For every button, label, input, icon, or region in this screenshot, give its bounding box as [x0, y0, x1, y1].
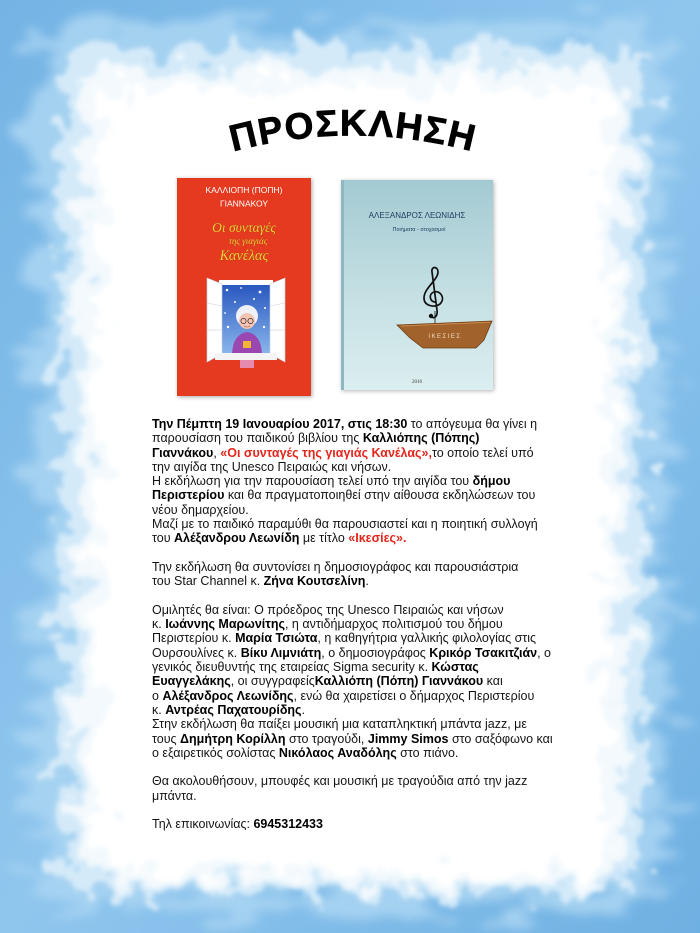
text-span: μπάντα. [152, 788, 197, 803]
text-line [152, 560, 622, 574]
text-span: γενικός διευθυντής της εταιρείας Sigma security κ. [152, 660, 432, 675]
bold-text: Ιωάννης Μαρωνίτης [165, 617, 285, 632]
highlighted-title-text: «Ικεσίες». [348, 531, 407, 546]
text-line [152, 660, 622, 674]
text-line [152, 617, 622, 631]
text-line [152, 689, 622, 703]
text-line [152, 531, 622, 545]
text-span: , η καθηγήτρια γαλλικής φιλολογίας στις [317, 631, 537, 646]
cover-title-line-3: Κανέλας [219, 248, 269, 264]
text-line [152, 503, 622, 517]
text-line [152, 817, 622, 831]
flower-pot [240, 360, 254, 368]
text-span: , ο δημοσιογράφος [321, 645, 430, 660]
text-span: του [152, 531, 175, 546]
bold-text: Νικόλαος Αναδόλης [278, 745, 397, 760]
bold-text: Καλλιόπη (Πόπη) Γιαννάκου [314, 674, 484, 689]
text-line [152, 474, 622, 488]
cover-subtitle: Ποιήματα - στοχασμοί [392, 227, 446, 233]
text-span: κ. [152, 617, 166, 632]
bold-text: δήμου [472, 474, 511, 489]
text-span: , ο [537, 645, 552, 660]
paragraph-speakers [152, 603, 622, 760]
text-span: Ομιλητές θα είναι: Ο πρόεδρος της Unesco Πειραιώς και νήσων [152, 602, 504, 617]
text-line [152, 703, 622, 717]
cover-author: ΑΛΕΞΑΝΔΡΟΣ ΛΕΩΝΙΔΗΣ [368, 211, 466, 220]
text-span: Θα ακολουθήσουν, μπουφές και μουσική με τραγούδια από την jazz [152, 774, 528, 789]
text-line [152, 417, 622, 431]
cover-title-line-1: Οι συνταγές [212, 220, 276, 235]
invitation-body [152, 417, 622, 846]
text-line [152, 460, 622, 474]
text-span: την αιγίδα της Unesco Πειραιώς και νήσων. [152, 459, 392, 474]
bold-text: Βίκυ Λιμνιάτη [240, 645, 322, 660]
text-span: τους [152, 731, 181, 746]
text-span: ο εξαιρετικός σολίστας [152, 745, 279, 760]
text-span: στο τραγούδι, [285, 731, 368, 746]
highlighted-title-text: «Οι συνταγές της γιαγιάς Κανέλας», [220, 445, 432, 460]
text-line [152, 774, 622, 788]
text-line [152, 789, 622, 803]
text-line [152, 517, 622, 531]
text-span: , ενώ θα χαιρετίσει ο δήμαρχος Περιστερίου [293, 688, 535, 703]
text-span: στο πιάνο. [396, 745, 459, 760]
bold-text: Αλέξανδρου Λεωνίδη [174, 531, 300, 546]
bold-text: Την Πέμπτη 19 Ιανουαρίου 2017, στις 18:30 [152, 417, 408, 431]
text-line [152, 488, 622, 502]
text-span: το οποίο τελεί υπό [431, 445, 534, 460]
text-span: ο [152, 688, 163, 703]
text-line [152, 674, 622, 688]
text-line [152, 746, 622, 760]
book-cover-poems [341, 180, 493, 390]
text-span: νέου δημαρχείου. [152, 502, 249, 517]
bold-text: Περιστερίου [152, 488, 225, 503]
text-span: Περιστερίου κ. [152, 631, 236, 646]
paragraph-moderator [152, 560, 622, 589]
text-span: Ουρσουλίνες κ. [152, 645, 241, 660]
text-span: Την εκδήλωση θα συντονίσει η δημοσιογράφος και παρουσιάστρια [152, 559, 519, 574]
bold-text: Αντρέας Παχατουρίδης [165, 702, 302, 717]
text-line [152, 603, 622, 617]
bold-text: Καλλιόπης (Πόπης) [362, 431, 480, 446]
window-top-frame [219, 280, 273, 285]
text-line [152, 431, 622, 445]
window-illustration [207, 278, 285, 368]
text-span: Στην εκδήλωση θα παίξει μουσική μια καταπληκτική μπάντα jazz, με [152, 717, 527, 732]
bold-text: Δημήτρη Κορίλλη [180, 731, 286, 746]
bold-text: Jimmy Simos [367, 731, 449, 746]
text-span: κ. [152, 702, 166, 717]
text-span: παρουσίαση του παιδικού βιβλίου της [152, 431, 363, 446]
text-span: , η αντιδήμαρχος πολιτισμού του δήμου [284, 617, 503, 632]
text-line [152, 574, 622, 588]
text-span: Η εκδήλωση για την παρουσίαση τελεί υπό την αιγίδα του [152, 474, 473, 489]
text-line [152, 446, 622, 460]
bold-text: 6945312433 [253, 817, 323, 832]
paragraph-reception [152, 774, 622, 803]
paragraph-intro [152, 417, 622, 546]
bold-text: Γιαννάκου [152, 445, 214, 460]
text-span: . [301, 702, 306, 717]
text-span: με τίτλο [299, 531, 349, 546]
left-shutter [207, 278, 222, 362]
bold-text: Μαρία Τσιώτα [235, 631, 318, 646]
bold-text: Ευαγγελάκης [152, 674, 231, 689]
paragraph-contact [152, 817, 622, 831]
text-span: Τηλ επικοινωνίας: [152, 817, 254, 832]
text-span: , [213, 445, 221, 460]
text-span: στο σαξόφωνο και [448, 731, 553, 746]
text-span: και [483, 674, 503, 689]
text-span: , οι συγγραφείς [230, 674, 315, 689]
text-span: . [365, 574, 369, 589]
text-span: και θα πραγματοποιηθεί στην αίθουσα εκδηλώσεων του [224, 488, 536, 503]
cover-author-line-1: ΚΑΛΛΙΟΠΗ (ΠΟΠΗ) [205, 185, 283, 195]
bold-text: Ζήνα Κουτσελίνη [263, 574, 366, 589]
window-sill [215, 353, 277, 360]
cover-year: 2016 [412, 380, 422, 385]
text-line [152, 631, 622, 645]
bold-text: Κρικόρ Τσακιτζιάν [429, 645, 538, 660]
right-shutter [270, 278, 285, 362]
text-line [152, 646, 622, 660]
book-cover-recipes [177, 178, 311, 396]
page-title-text: ΠΡΟΣΚΛΗΣΗ [225, 102, 481, 160]
bold-text: Κώστας [431, 660, 479, 675]
boat-title: ΙΚΕΣΙΕΣ [428, 334, 462, 340]
text-span: το απόγευμα θα γίνει η [407, 417, 538, 431]
text-line [152, 717, 622, 731]
cover-spine-shade [341, 180, 344, 390]
bold-text: Αλέξανδρος Λεωνίδης [162, 688, 294, 703]
text-span: του Star Channel κ. [152, 574, 264, 589]
text-line [152, 732, 622, 746]
cover-author-line-2: ΓΙΑΝΝΑΚΟΥ [219, 198, 269, 209]
text-span: Μαζί με το παιδικό παραμύθι θα παρουσιαστεί και η ποιητική συλλογή [152, 517, 538, 532]
cover-title-line-2: της γιαγιάς [228, 236, 268, 246]
